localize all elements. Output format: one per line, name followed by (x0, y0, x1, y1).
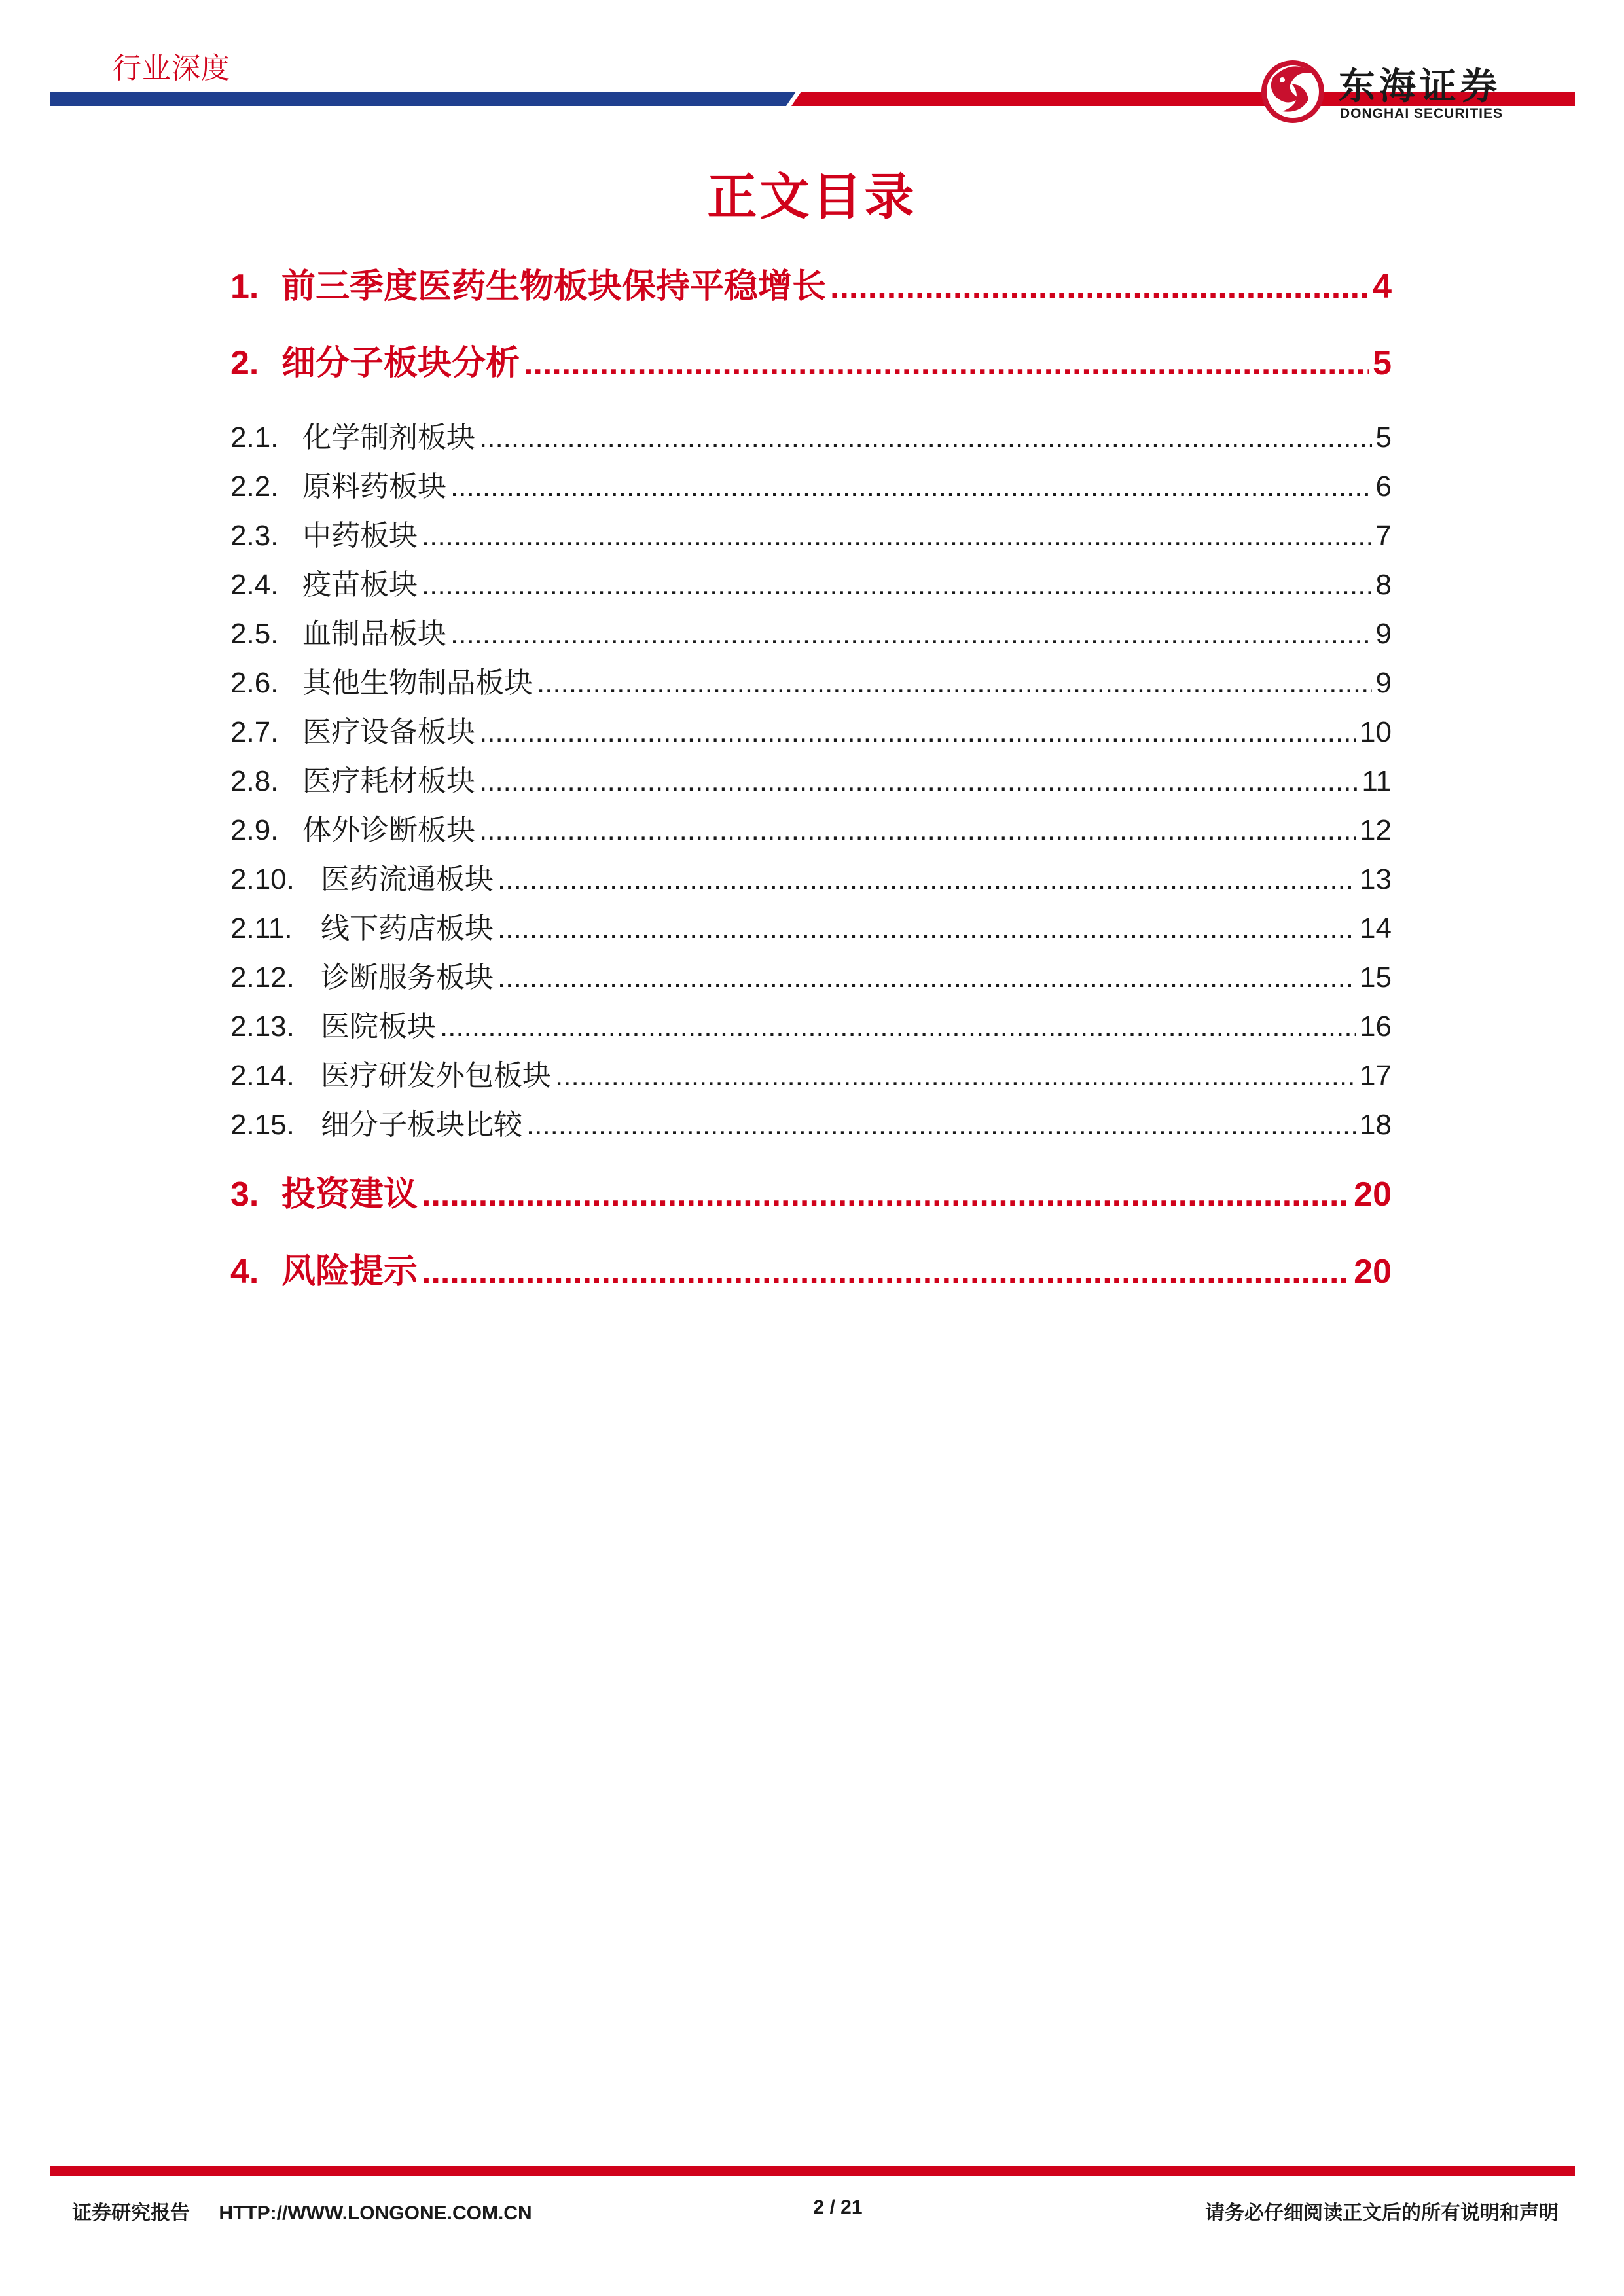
toc-entry-title: 其他生物制品板块 (302, 667, 533, 699)
toc-entry-title: 医疗研发外包板块 (321, 1060, 551, 1092)
toc-leader-dots (450, 618, 1372, 651)
footer-disclaimer: 请务必仔细阅读正文后的所有说明和声明 (1205, 2202, 1559, 2224)
toc-leader-dots (422, 1175, 1350, 1214)
toc-entry-title: 血制品板块 (302, 618, 446, 650)
toc-entry-title: 前三季度医药生物板块保持平稳增长 (281, 268, 827, 306)
toc-entry-page: 20 (1354, 1253, 1392, 1291)
toc-entry[interactable] (230, 659, 1392, 699)
toc-entry-number: 2. (230, 344, 259, 382)
toc-entry-page: 7 (1375, 520, 1392, 552)
toc-entry-title: 线下药店板块 (321, 912, 494, 944)
toc-entry[interactable] (230, 855, 1392, 895)
toc-leader-dots (497, 863, 1356, 896)
toc-entry[interactable] (230, 1101, 1392, 1141)
toc-entry-number: 2.8. (230, 765, 279, 797)
toc-entry[interactable] (230, 1052, 1392, 1092)
toc-entry-page: 9 (1375, 667, 1392, 699)
toc-entry[interactable] (230, 757, 1392, 797)
toc-leader-dots (422, 1252, 1350, 1291)
toc-entry-number: 2.6. (230, 667, 279, 699)
footer-website-link[interactable]: HTTP://WWW.LONGONE.COM.CN (219, 2202, 532, 2224)
toc-entry[interactable] (230, 905, 1392, 944)
toc-entry[interactable] (230, 463, 1392, 503)
footer-left (72, 2197, 532, 2225)
toc-entry-title: 诊断服务板块 (321, 961, 494, 994)
toc-entry-page: 4 (1373, 268, 1392, 306)
toc-entry-number: 2.9. (230, 814, 279, 846)
toc-entry-number: 2.2. (230, 471, 279, 503)
toc-entry-page: 18 (1360, 1109, 1392, 1141)
toc-entry-page: 8 (1375, 569, 1392, 601)
toc-title: 正文目录 (707, 170, 917, 225)
toc-entry-title: 疫苗板块 (302, 569, 418, 601)
toc-entry-number: 2.15. (230, 1109, 295, 1141)
toc-entry-number: 2.4. (230, 569, 279, 601)
toc-entry[interactable] (230, 335, 1392, 382)
toc-entry-title: 医疗设备板块 (302, 716, 475, 748)
toc-entry-page: 15 (1360, 961, 1392, 994)
toc-entry-number: 4. (230, 1253, 259, 1291)
toc-leader-dots (479, 765, 1358, 798)
toc-entry-number: 2.11. (230, 912, 293, 944)
company-logo (1254, 51, 1528, 130)
toc-leader-dots (440, 1011, 1356, 1043)
toc-leader-dots (479, 814, 1356, 847)
toc-entry-number: 2.13. (230, 1011, 295, 1043)
toc-leader-dots (497, 912, 1356, 945)
toc-entry-title: 中药板块 (302, 520, 418, 552)
toc-entry[interactable] (230, 954, 1392, 994)
toc-entry-number: 2.5. (230, 618, 279, 650)
logo-chinese-name: 东海证券 (1339, 65, 1501, 108)
toc-entry[interactable] (230, 512, 1392, 552)
toc-entry[interactable] (230, 610, 1392, 650)
toc-entry-page: 11 (1362, 765, 1392, 797)
toc-entry-title: 化学制剂板块 (302, 422, 475, 454)
toc-leader-dots (450, 471, 1372, 503)
toc-entry-page: 12 (1360, 814, 1392, 846)
toc-entry-title: 细分子板块比较 (321, 1109, 522, 1141)
toc-entry-title: 风险提示 (281, 1253, 418, 1291)
toc-entry-page: 14 (1360, 912, 1392, 944)
toc-entry[interactable] (230, 1244, 1392, 1291)
toc-entry[interactable] (230, 414, 1392, 454)
toc-leader-dots (526, 1109, 1356, 1141)
toc-entry-page: 5 (1373, 344, 1392, 382)
dragon-emblem-icon (1254, 51, 1332, 130)
logo-english-name: DONGHAI SECURITIES (1340, 106, 1504, 121)
toc-leader-dots (555, 1060, 1356, 1092)
footer-divider (50, 2166, 1575, 2176)
toc-entry-page: 10 (1360, 716, 1392, 748)
toc-entry-title: 原料药板块 (302, 471, 446, 503)
toc-entry-number: 2.7. (230, 716, 279, 748)
toc-entry-title: 医疗耗材板块 (302, 765, 475, 797)
toc-entry[interactable] (230, 1003, 1392, 1043)
toc-leader-dots (524, 344, 1369, 383)
toc-leader-dots (497, 961, 1356, 994)
toc-leader-dots (830, 267, 1369, 306)
toc-entry-page: 20 (1354, 1175, 1392, 1213)
page-indicator: 2 / 21 (813, 2197, 863, 2218)
toc-entry-page: 17 (1360, 1060, 1392, 1092)
toc-entry[interactable] (230, 806, 1392, 846)
toc-leader-dots (479, 716, 1356, 749)
toc-entry-page: 13 (1360, 863, 1392, 895)
toc-entry-page: 9 (1375, 618, 1392, 650)
toc-leader-dots (422, 520, 1372, 552)
toc-leader-dots (537, 667, 1372, 700)
toc-leader-dots (479, 422, 1372, 454)
toc-entry-number: 2.3. (230, 520, 279, 552)
toc-entry-number: 2.1. (230, 422, 279, 454)
toc-entry-title: 细分子板块分析 (281, 344, 520, 382)
toc-entry[interactable] (230, 708, 1392, 748)
toc-entry-page: 16 (1360, 1011, 1392, 1043)
toc-entry-page: 6 (1375, 471, 1392, 503)
toc-entry[interactable] (230, 259, 1392, 306)
toc-entry-title: 体外诊断板块 (302, 814, 475, 846)
toc-entry-number: 2.10. (230, 863, 295, 895)
toc-entry-number: 2.12. (230, 961, 295, 994)
footer-report-type: 证券研究报告 (72, 2202, 190, 2224)
toc-entry-page: 5 (1375, 422, 1392, 454)
toc-entry-title: 医药流通板块 (321, 863, 494, 895)
toc-entry-number: 2.14. (230, 1060, 295, 1092)
toc-entry-title: 医院板块 (321, 1011, 436, 1043)
toc-entry-number: 3. (230, 1175, 259, 1213)
toc-entry-number: 1. (230, 268, 259, 306)
toc-entry[interactable] (230, 1166, 1392, 1213)
section-label: 行业深度 (113, 52, 230, 84)
toc-entry[interactable] (230, 561, 1392, 601)
toc-entry-title: 投资建议 (281, 1175, 418, 1213)
toc-leader-dots (422, 569, 1372, 601)
